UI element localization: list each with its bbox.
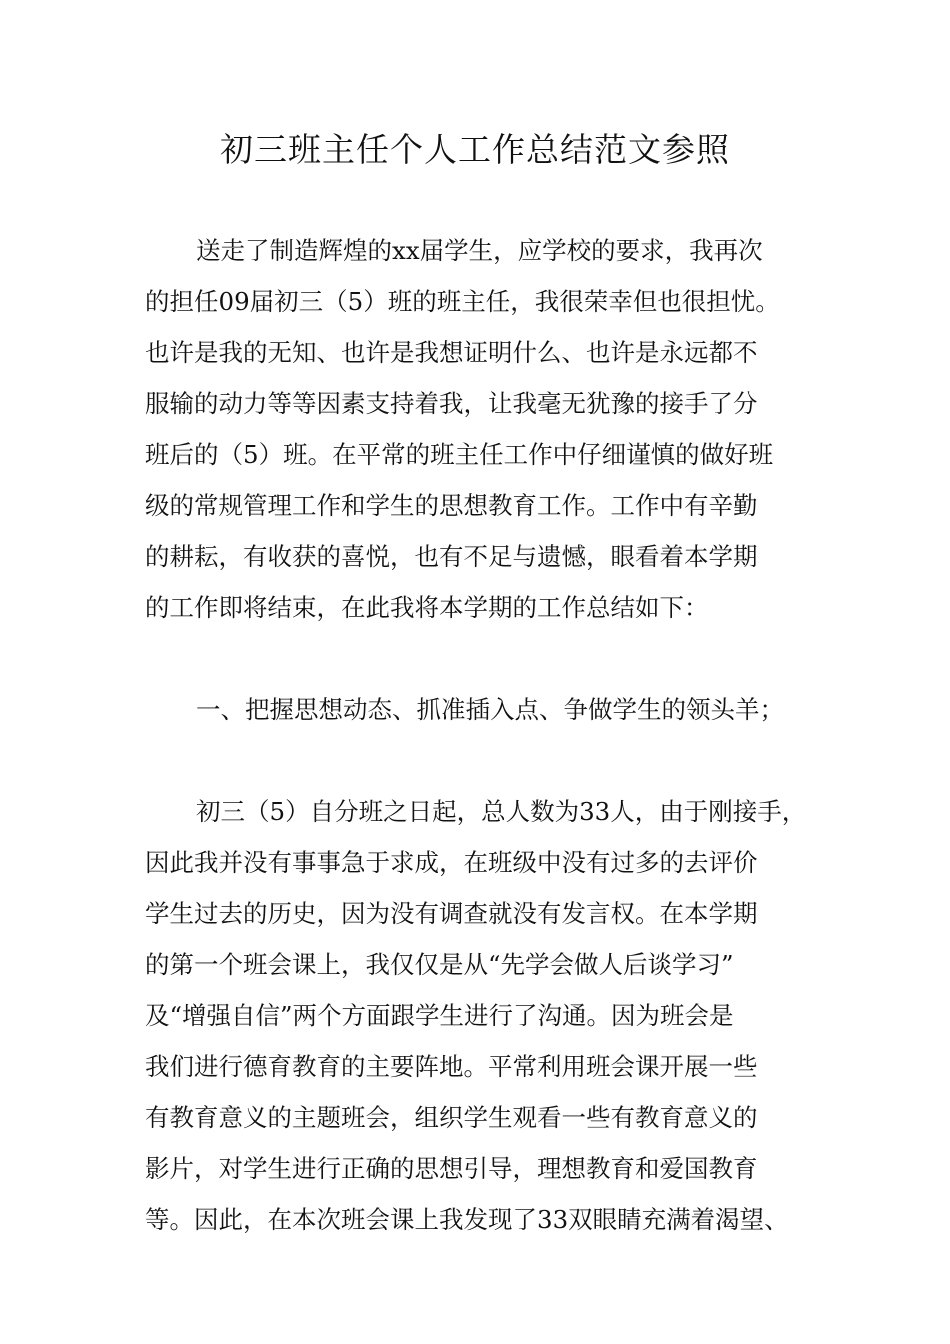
paragraph-1-line-3: 也许是我的无知、也许是我想证明什么、也许是永远都不 <box>145 338 758 367</box>
paragraph-2-line-6: 我们进行德育教育的主要阵地。平常利用班会课开展一些 <box>145 1052 758 1081</box>
paragraph-1-line-6: 级的常规管理工作和学生的思想教育工作。工作中有辛勤 <box>145 491 758 520</box>
paragraph-2-line-5: 及“增强自信”两个方面跟学生进行了沟通。因为班会是 <box>145 1001 734 1030</box>
paragraph-2-line-3: 学生过去的历史，因为没有调查就没有发言权。在本学期 <box>145 899 758 928</box>
paragraph-2-line-8: 影片，对学生进行正确的思想引导，理想教育和爱国教育 <box>145 1154 758 1183</box>
paragraph-1-line-7: 的耕耘，有收获的喜悦，也有不足与遗憾，眼看着本学期 <box>145 542 758 571</box>
section-heading-1: 一、把握思想动态、抓准插入点、争做学生的领头羊； <box>196 695 784 724</box>
paragraph-1-line-8: 的工作即将结束，在此我将本学期的工作总结如下： <box>145 593 709 622</box>
paragraph-2-line-1: 初三（5）自分班之日起，总人数为33人，由于刚接手， <box>196 797 807 826</box>
paragraph-1-line-4: 服输的动力等等因素支持着我，让我毫无犹豫的接手了分 <box>145 389 758 418</box>
paragraph-1-line-2: 的担任09届初三（5）班的班主任，我很荣幸但也很担忧。 <box>145 287 780 316</box>
paragraph-2-line-4: 的第一个班会课上，我仅仅是从“先学会做人后谈学习” <box>145 950 734 979</box>
paragraph-1-line-1: 送走了制造辉煌的xx届学生，应学校的要求，我再次 <box>196 236 763 265</box>
paragraph-1-line-5: 班后的（5）班。在平常的班主任工作中仔细谨慎的做好班 <box>145 440 774 469</box>
paragraph-2-line-7: 有教育意义的主题班会，组织学生观看一些有教育意义的 <box>145 1103 758 1132</box>
document-title: 初三班主任个人工作总结范文参照 <box>220 130 730 169</box>
paragraph-2-line-9: 等。因此，在本次班会课上我发现了33双眼睛充满着渴望、 <box>145 1205 789 1234</box>
paragraph-2-line-2: 因此我并没有事事急于求成，在班级中没有过多的去评价 <box>145 848 758 877</box>
